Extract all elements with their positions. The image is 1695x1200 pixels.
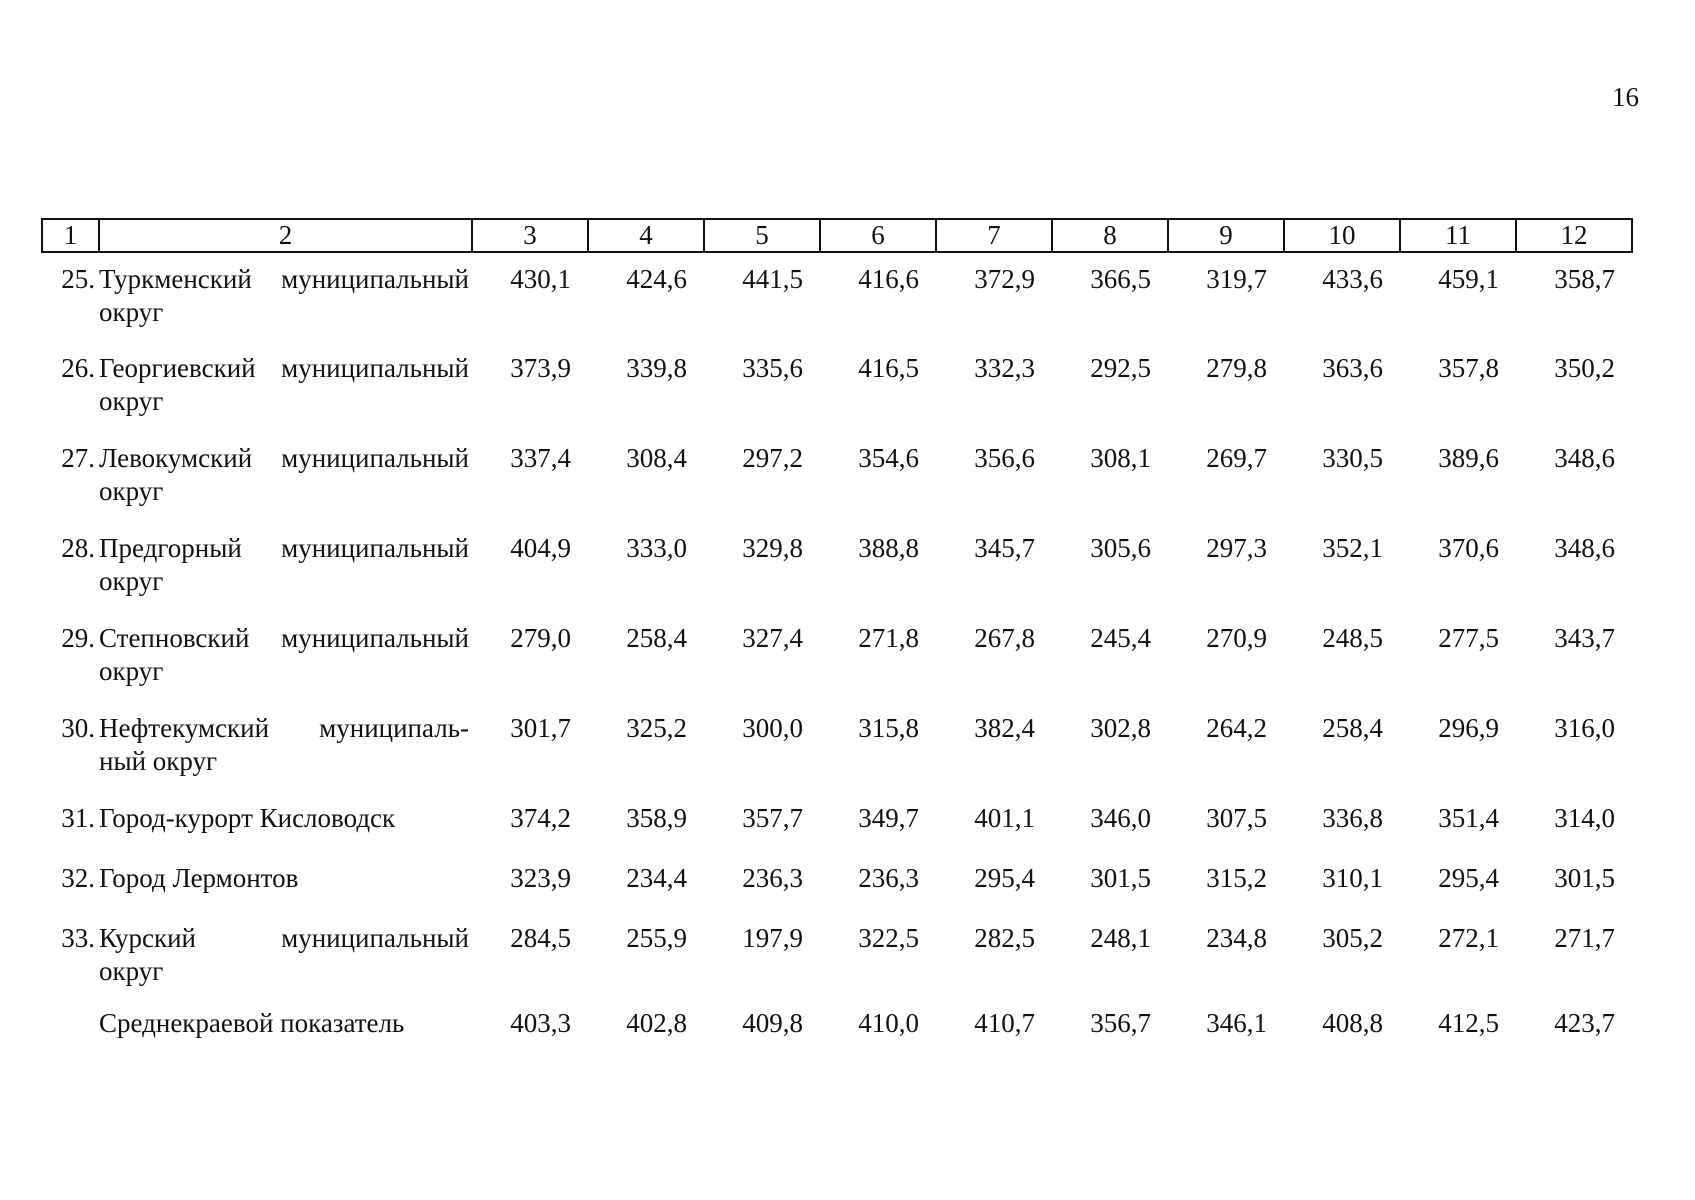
cell-col-8: 366,5: [1090, 264, 1151, 294]
cell-col-5: 335,6: [742, 353, 803, 383]
cell-col-12: 348,6: [1554, 443, 1615, 473]
cell-col-7: 295,4: [974, 863, 1035, 893]
cell-col-4: 308,4: [626, 443, 687, 473]
row-name-line-2: округ: [99, 297, 164, 327]
row-number: 33.: [61, 923, 95, 953]
cell-col-12: 316,0: [1554, 713, 1615, 743]
header-row: [42, 219, 1632, 252]
cell-col-11: 357,8: [1438, 353, 1499, 383]
table-row: [42, 252, 1632, 342]
cell-col-11: 277,5: [1438, 623, 1499, 653]
cell-col-5: 441,5: [742, 264, 803, 294]
cell-col-11: 296,9: [1438, 713, 1499, 743]
cell-col-5: 300,0: [742, 713, 803, 743]
cell-col-11: 389,6: [1438, 443, 1499, 473]
cell-col-12: 423,7: [1554, 1008, 1615, 1038]
cell-col-9: 269,7: [1206, 443, 1267, 473]
cell-col-8: 302,8: [1090, 713, 1151, 743]
row-name-line-1: Туркменский муниципальный: [99, 264, 469, 294]
cell-col-8: 301,5: [1090, 863, 1151, 893]
column-header-10: 10: [1284, 219, 1400, 252]
cell-col-9: 270,9: [1206, 623, 1267, 653]
cell-col-6: 322,5: [858, 923, 919, 953]
cell-col-12: 358,7: [1554, 264, 1615, 294]
row-name-line-1: Среднекраевой показатель: [99, 1008, 405, 1038]
row-name: [99, 252, 472, 342]
cell-col-12: 348,6: [1554, 533, 1615, 563]
cell-col-12: 343,7: [1554, 623, 1615, 653]
row-name-line-1: Нефтекумский муниципаль-: [99, 713, 469, 743]
cell-col-8: 356,7: [1090, 1008, 1151, 1038]
cell-col-7: 267,8: [974, 623, 1035, 653]
cell-col-3: 374,2: [510, 803, 571, 833]
row-name-line-1: Город Лермонтов: [99, 863, 299, 893]
cell-col-7: 282,5: [974, 923, 1035, 953]
row-name-line-2: округ: [99, 476, 164, 506]
cell-col-5: 329,8: [742, 533, 803, 563]
cell-col-10: 363,6: [1322, 353, 1383, 383]
cell-col-11: 370,6: [1438, 533, 1499, 563]
cell-col-9: 346,1: [1206, 1008, 1267, 1038]
row-name: [99, 612, 472, 702]
cell-col-9: 297,3: [1206, 533, 1267, 563]
cell-col-7: 332,3: [974, 353, 1035, 383]
cell-col-12: 350,2: [1554, 353, 1615, 383]
cell-col-3: 301,7: [510, 713, 571, 743]
cell-col-10: 258,4: [1322, 713, 1383, 743]
column-header-11: 11: [1400, 219, 1516, 252]
cell-col-6: 271,8: [858, 623, 919, 653]
cell-col-5: 409,8: [742, 1008, 803, 1038]
row-name: [99, 852, 472, 912]
table-row: [42, 522, 1632, 612]
row-name-line-2: округ: [99, 956, 164, 986]
column-header-12: 12: [1516, 219, 1632, 252]
table-row: [42, 912, 1632, 997]
cell-col-4: 258,4: [626, 623, 687, 653]
cell-col-10: 305,2: [1322, 923, 1383, 953]
cell-col-10: 336,8: [1322, 803, 1383, 833]
row-name: [99, 342, 472, 432]
cell-col-6: 315,8: [858, 713, 919, 743]
column-header-8: 8: [1052, 219, 1168, 252]
cell-col-6: 354,6: [858, 443, 919, 473]
cell-col-5: 297,2: [742, 443, 803, 473]
cell-col-5: 357,7: [742, 803, 803, 833]
cell-col-4: 255,9: [626, 923, 687, 953]
cell-col-6: 236,3: [858, 863, 919, 893]
table-row: [42, 702, 1632, 792]
row-name-line-1: Георгиевский муниципальный: [99, 353, 469, 383]
cell-col-12: 301,5: [1554, 863, 1615, 893]
cell-col-4: 234,4: [626, 863, 687, 893]
page-number: 16: [1612, 82, 1639, 112]
cell-col-4: 333,0: [626, 533, 687, 563]
cell-col-10: 433,6: [1322, 264, 1383, 294]
cell-col-7: 382,4: [974, 713, 1035, 743]
row-name: [99, 432, 472, 522]
row-number: 28.: [61, 533, 95, 563]
cell-col-3: 403,3: [510, 1008, 571, 1038]
cell-col-4: 358,9: [626, 803, 687, 833]
cell-col-3: 430,1: [510, 264, 571, 294]
row-name-line-2: округ: [99, 656, 164, 686]
cell-col-3: 279,0: [510, 623, 571, 653]
column-header-6: 6: [820, 219, 936, 252]
cell-col-10: 310,1: [1322, 863, 1383, 893]
row-number: 27.: [61, 443, 95, 473]
cell-col-10: 408,8: [1322, 1008, 1383, 1038]
cell-col-3: 404,9: [510, 533, 571, 563]
row-number: 25.: [61, 264, 95, 294]
cell-col-10: 248,5: [1322, 623, 1383, 653]
cell-col-5: 327,4: [742, 623, 803, 653]
row-name: [99, 792, 472, 852]
cell-col-9: 319,7: [1206, 264, 1267, 294]
table-row: [42, 432, 1632, 522]
cell-col-3: 323,9: [510, 863, 571, 893]
cell-col-8: 245,4: [1090, 623, 1151, 653]
cell-col-4: 402,8: [626, 1008, 687, 1038]
table-row: [42, 342, 1632, 432]
column-header-4: 4: [588, 219, 704, 252]
cell-col-11: 351,4: [1438, 803, 1499, 833]
cell-col-9: 307,5: [1206, 803, 1267, 833]
row-name-line-1: Курский муниципальный: [99, 923, 469, 953]
cell-col-6: 349,7: [858, 803, 919, 833]
cell-col-9: 279,8: [1206, 353, 1267, 383]
cell-col-4: 424,6: [626, 264, 687, 294]
cell-col-7: 401,1: [974, 803, 1035, 833]
cell-col-6: 410,0: [858, 1008, 919, 1038]
cell-col-3: 284,5: [510, 923, 571, 953]
cell-col-7: 372,9: [974, 264, 1035, 294]
cell-col-6: 416,5: [858, 353, 919, 383]
cell-col-6: 388,8: [858, 533, 919, 563]
row-name-line-1: Левокумский муниципальный: [99, 443, 469, 473]
row-name: [99, 997, 472, 1057]
column-header-5: 5: [704, 219, 820, 252]
cell-col-6: 416,6: [858, 264, 919, 294]
cell-col-7: 345,7: [974, 533, 1035, 563]
row-name-line-1: Предгорный муниципальный: [99, 533, 469, 563]
cell-col-12: 271,7: [1554, 923, 1615, 953]
cell-col-4: 339,8: [626, 353, 687, 383]
row-number: 26.: [61, 353, 95, 383]
cell-col-7: 410,7: [974, 1008, 1035, 1038]
row-name-line-1: Город-курорт Кисловодск: [99, 803, 396, 833]
data-table: [41, 218, 1633, 1057]
cell-col-8: 305,6: [1090, 533, 1151, 563]
cell-col-5: 197,9: [742, 923, 803, 953]
cell-col-8: 346,0: [1090, 803, 1151, 833]
cell-col-9: 264,2: [1206, 713, 1267, 743]
row-number: 30.: [61, 713, 95, 743]
column-header-3: 3: [472, 219, 588, 252]
cell-col-3: 337,4: [510, 443, 571, 473]
table-row: [42, 997, 1632, 1057]
cell-col-8: 292,5: [1090, 353, 1151, 383]
cell-col-11: 412,5: [1438, 1008, 1499, 1038]
row-name-line-1: Степновский муниципальный: [99, 623, 469, 653]
row-name-line-2: округ: [99, 386, 164, 416]
column-header-1: 1: [42, 219, 99, 252]
cell-col-7: 356,6: [974, 443, 1035, 473]
cell-col-8: 248,1: [1090, 923, 1151, 953]
cell-col-9: 234,8: [1206, 923, 1267, 953]
cell-col-9: 315,2: [1206, 863, 1267, 893]
row-name: [99, 522, 472, 612]
cell-col-4: 325,2: [626, 713, 687, 743]
cell-col-8: 308,1: [1090, 443, 1151, 473]
row-name: [99, 702, 472, 792]
table-row: [42, 792, 1632, 852]
row-name-line-2: округ: [99, 566, 164, 596]
row-name-line-2: ный округ: [99, 746, 218, 776]
cell-col-10: 352,1: [1322, 533, 1383, 563]
table-row: [42, 612, 1632, 702]
row-name: [99, 912, 472, 997]
cell-col-3: 373,9: [510, 353, 571, 383]
column-header-9: 9: [1168, 219, 1284, 252]
row-number: 32.: [61, 863, 95, 893]
cell-col-11: 272,1: [1438, 923, 1499, 953]
cell-col-11: 459,1: [1438, 264, 1499, 294]
cell-col-5: 236,3: [742, 863, 803, 893]
row-number: 31.: [61, 803, 95, 833]
table-row: [42, 852, 1632, 912]
table-body: [42, 252, 1632, 1057]
cell-col-11: 295,4: [1438, 863, 1499, 893]
column-header-7: 7: [936, 219, 1052, 252]
row-number: 29.: [61, 623, 95, 653]
cell-col-12: 314,0: [1554, 803, 1615, 833]
row-number: [42, 997, 99, 1057]
cell-col-10: 330,5: [1322, 443, 1383, 473]
column-header-2: 2: [99, 219, 472, 252]
